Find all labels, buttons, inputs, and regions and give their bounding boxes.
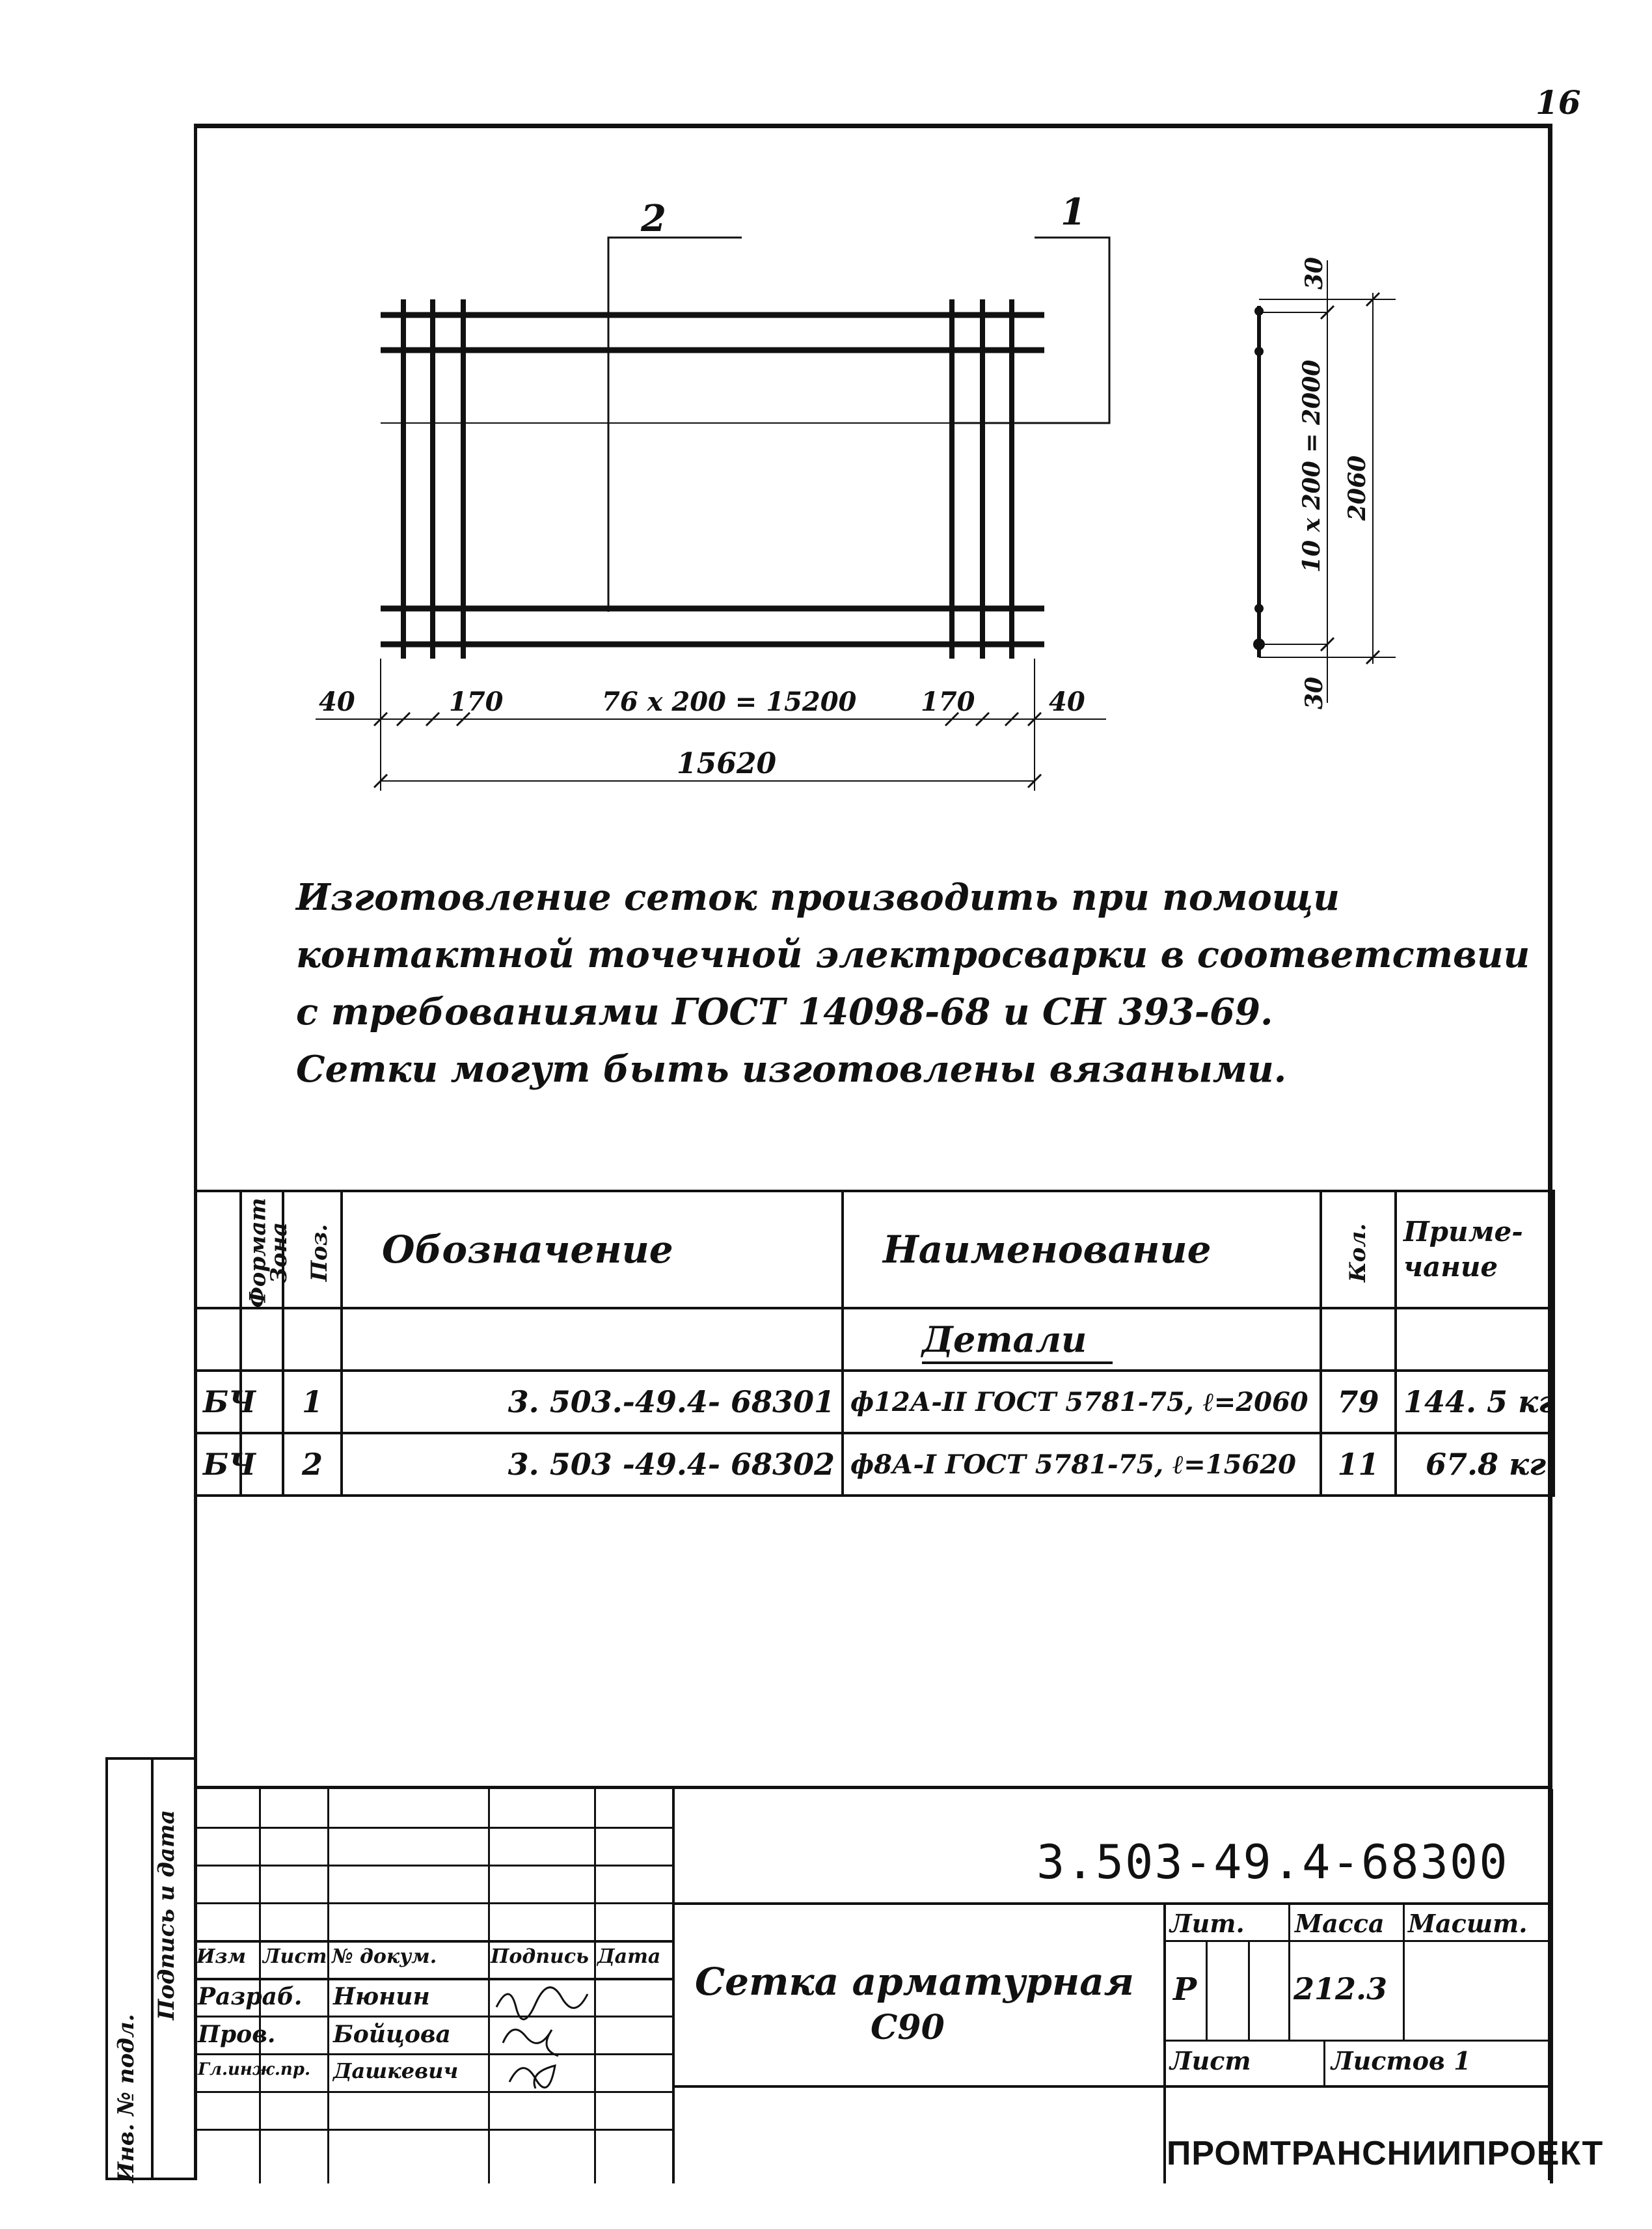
col-date: Дата bbox=[597, 1945, 661, 1968]
dim-middle: 76 x 200 = 15200 bbox=[602, 687, 857, 717]
dim-edge-left: 40 bbox=[319, 687, 355, 717]
spec-header-row bbox=[195, 1191, 1554, 1308]
name-developer: Нюнин bbox=[333, 1983, 430, 2010]
row-name: ф8А-I ГОСТ 5781-75, ℓ=15620 bbox=[843, 1433, 1321, 1496]
callout-leader-2 bbox=[608, 238, 742, 612]
dim-overall: 15620 bbox=[677, 747, 777, 780]
note-line: Изготовление сеток производить при помощи bbox=[296, 876, 1340, 919]
header-format: Формат bbox=[195, 1191, 241, 1308]
dim-side-bottom: 30 bbox=[1301, 676, 1328, 709]
side-strip bbox=[105, 1757, 194, 2183]
document-code: 3.503-49.4-68300 bbox=[1036, 1835, 1509, 1889]
col-doc-no: № докум. bbox=[332, 1945, 437, 1968]
inv-number-label: Инв. № подл. bbox=[113, 2014, 139, 2183]
sheet-number: 16 bbox=[1536, 83, 1581, 122]
dim-gap-right: 170 bbox=[921, 687, 975, 717]
dim-side-top: 30 bbox=[1301, 256, 1328, 290]
row-format: БЧ bbox=[195, 1433, 241, 1496]
lit-value: Р bbox=[1173, 1971, 1197, 2008]
header-name: Наименование bbox=[843, 1191, 1321, 1308]
sheet-label: Лист bbox=[1170, 2046, 1251, 2075]
row-note: 144. 5 кг bbox=[1396, 1371, 1554, 1433]
drawing-title: Сетка арматурная bbox=[695, 1960, 1134, 2004]
name-chief: Дашкевич bbox=[333, 2058, 459, 2083]
note-line: контактной точечной электросварки в соответствии bbox=[296, 933, 1530, 976]
role-chief: Гл.инж.пр. bbox=[198, 2060, 311, 2079]
lit-label: Лит. bbox=[1170, 1909, 1245, 1938]
drawing-subtitle: С90 bbox=[871, 2008, 945, 2047]
callout-2: 2 bbox=[641, 197, 666, 240]
specification-table bbox=[194, 1190, 1556, 1829]
header-pos: Поз. bbox=[283, 1191, 342, 1308]
header-qty: Кол. bbox=[1321, 1191, 1396, 1308]
title-block bbox=[194, 1786, 1604, 2180]
dim-gap-left: 170 bbox=[449, 687, 504, 717]
row-designation: 3. 503.-49.4- 68301 bbox=[342, 1371, 843, 1433]
mesh-drawing bbox=[0, 0, 1652, 866]
sheets-label: Листов 1 bbox=[1331, 2046, 1471, 2075]
mass-label: Масса bbox=[1295, 1909, 1385, 1938]
row-name: ф12А-II ГОСТ 5781-75, ℓ=2060 bbox=[843, 1371, 1321, 1433]
section-row bbox=[195, 1308, 1554, 1371]
row-qty: 11 bbox=[1321, 1433, 1396, 1496]
table-row bbox=[195, 1433, 1554, 1496]
mass-value: 212.3 bbox=[1293, 1971, 1388, 2006]
note-line: Сетки могут быть изготовлены вязаными. bbox=[296, 1048, 1287, 1091]
dim-side-middle: 10 x 200 = 2000 bbox=[1298, 359, 1325, 573]
role-developer: Разраб. bbox=[198, 1983, 303, 2010]
callout-leader-1 bbox=[950, 238, 1109, 423]
organization: ПРОМТРАНСНИИПРОЕКТ bbox=[1167, 2135, 1604, 2172]
row-format: БЧ bbox=[195, 1371, 241, 1433]
scale-label: Масшт. bbox=[1408, 1909, 1528, 1938]
col-sign: Подпись bbox=[491, 1945, 589, 1968]
table-row bbox=[195, 1371, 1554, 1433]
header-note: Приме-чание bbox=[1396, 1191, 1554, 1308]
row-designation: 3. 503 -49.4- 68302 bbox=[342, 1433, 843, 1496]
row-note: 67.8 кг bbox=[1396, 1433, 1554, 1496]
col-izm: Изм bbox=[196, 1945, 247, 1968]
section-title: Детали bbox=[843, 1308, 1321, 1371]
notes bbox=[296, 869, 1532, 1098]
row-pos: 2 bbox=[283, 1433, 342, 1496]
row-qty: 79 bbox=[1321, 1371, 1396, 1433]
dim-edge-right: 40 bbox=[1049, 687, 1085, 717]
note-line: с требованиями ГОСТ 14098-68 и СН 393-69. bbox=[296, 991, 1273, 1033]
col-list: Лист bbox=[263, 1945, 327, 1968]
dim-side-overall: 2060 bbox=[1344, 455, 1371, 521]
header-designation: Обозначение bbox=[342, 1191, 843, 1308]
row-pos: 1 bbox=[283, 1371, 342, 1433]
sign-date-label: Подпись и дата bbox=[154, 1809, 180, 2020]
signatures bbox=[490, 1978, 594, 2095]
callout-1: 1 bbox=[1061, 191, 1086, 234]
name-checker: Бойцова bbox=[333, 2021, 451, 2048]
role-checker: Пров. bbox=[198, 2021, 276, 2048]
header-zone: Зона bbox=[241, 1191, 283, 1308]
